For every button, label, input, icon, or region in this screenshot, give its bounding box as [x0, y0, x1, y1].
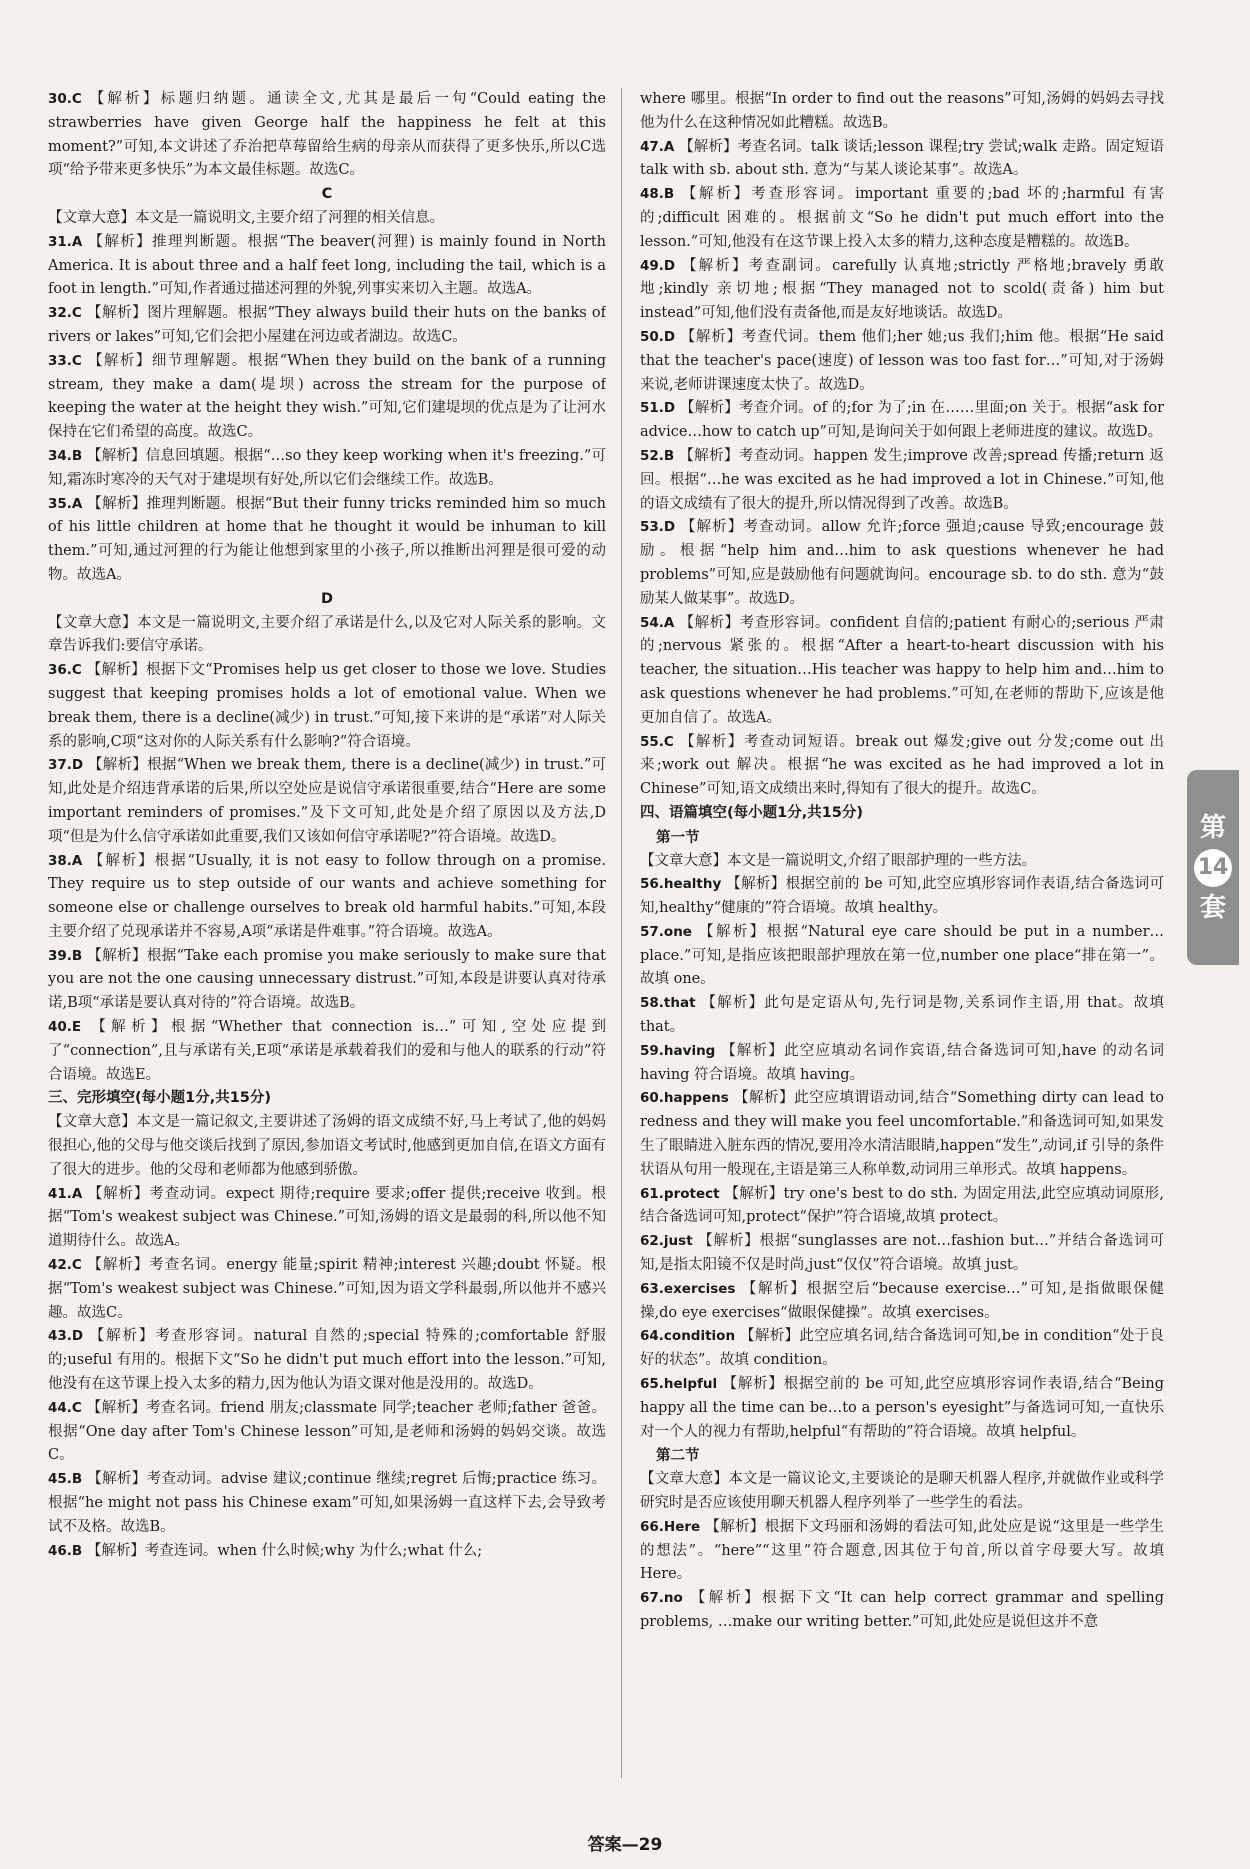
answer-number: 45.: [48, 1471, 72, 1488]
section-heading: 三、完形填空(每小题1分,共15分): [48, 1090, 272, 1107]
answer-number: 64.: [640, 1328, 664, 1345]
answer-key: D: [663, 328, 676, 345]
answer-key: C: [71, 91, 82, 107]
explanation-text: where 哪里。根据“In order to find out the reasons”可知,汤姆的妈妈去寻找他为什么在这种情况如此糟糕。故选B。: [640, 91, 1164, 131]
answer-item: [48, 850, 606, 945]
answer-number: 53.: [640, 519, 664, 536]
answer-number: 36.: [48, 662, 72, 679]
answer-number: 67.: [640, 1590, 664, 1607]
summary-paragraph: [640, 1468, 1164, 1516]
answer-key: B: [71, 1471, 83, 1488]
answer-key: C: [71, 352, 82, 369]
answer-number: 41.: [48, 1185, 72, 1202]
answer-number: 38.: [48, 852, 72, 869]
explanation-text: 【文章大意】本文是一篇说明文,主要介绍了河狸的相关信息。: [48, 209, 445, 226]
answer-item: [640, 516, 1164, 611]
answer-number: 43.: [48, 1328, 72, 1345]
answer-number: 59.: [640, 1042, 664, 1059]
answer-number: 62.: [640, 1233, 664, 1250]
answer-item: [640, 1325, 1164, 1373]
answer-item: [48, 1397, 606, 1468]
answer-number: 50.: [640, 328, 664, 345]
set-tab: [1187, 770, 1239, 965]
answer-number: 49.: [640, 257, 664, 274]
answer-item: [640, 612, 1164, 731]
answer-number: 66.: [640, 1518, 664, 1535]
answer-number: 48.: [640, 186, 664, 203]
answer-number: 33.: [48, 352, 72, 369]
answer-item: [640, 1040, 1164, 1088]
answer-item: [48, 302, 606, 350]
explanation-text: 【解析】考查动词。advise 建议;continue 继续;regret 后悔;practice 练习。根据“he might not pass his Chinese exam”可知,如果汤姆一直这样下去,会导致考试不及格。故选B。: [48, 1471, 606, 1535]
answer-number: 63.: [640, 1280, 664, 1297]
answer-number: 42.: [48, 1257, 72, 1274]
answer-key: D: [71, 757, 84, 774]
answer-item: [48, 231, 606, 302]
answer-key: D: [71, 1328, 84, 1345]
answer-number: 37.: [48, 757, 72, 774]
answer-item: [640, 1183, 1164, 1231]
answer-item: [640, 136, 1164, 184]
explanation-text: 【解析】根据“Take each promise you make seriously to make sure that you are not the one causing unnecessary distrust.”可知,本段是讲要认真对待承诺,B项“承诺是要认真对待的”符合语境。故选B。: [48, 947, 606, 1012]
answer-item: [48, 659, 606, 754]
answer-item: [48, 493, 606, 588]
answer-item: [640, 731, 1164, 802]
explanation-text: 【解析】根据“Whether that connection is…”可知,空处应提到了“connection”,且与承诺有关,E项“承诺是承载着我们的爱和与他人的联系的行动”符合语境。故选E。: [48, 1019, 606, 1083]
answer-key: B: [663, 447, 675, 464]
answer-item: [640, 326, 1164, 397]
answer-item: [640, 183, 1164, 254]
summary-paragraph: [48, 612, 606, 660]
answer-key: helpful: [663, 1376, 718, 1393]
explanation-text: 【解析】根据“When we break them, there is a decline(减少) in trust.”可知,此处是介绍违背承诺的后果,所以空处应是说信守承诺很重要,结合“Here are some important reminders of promises.”及下文可知,此处是介绍了原因以及方法,D项“但是为什么信守承诺如此重要,我们又该如何信守承诺呢?”符合语境。故选D。: [48, 757, 606, 845]
answer-key: B: [663, 186, 675, 203]
answer-item: [640, 397, 1164, 445]
answer-number: 56.: [640, 876, 664, 893]
answer-number: 34.: [48, 447, 72, 464]
explanation-text: 【解析】根据空前的 be 可知,此空应填形容词作表语,结合“Being happy all the time can be…to a person's eyesight”与备选词可知,一直快乐对一个人的视力有帮助,helpful“有帮助的”符合语境。故填 helpful。: [640, 1376, 1164, 1440]
answer-key: exercises: [663, 1280, 736, 1297]
answer-key: Here: [663, 1518, 701, 1535]
answer-key: A: [71, 1185, 83, 1202]
answer-key: B: [71, 447, 83, 464]
answer-item: [48, 1468, 606, 1539]
answer-key: no: [663, 1590, 683, 1607]
explanation-text: 【解析】根据下文“It can help correct grammar and spelling problems, …make our writing better.”可知,此处应是说但这并不意: [640, 1590, 1164, 1630]
answer-number: 54.: [640, 614, 664, 631]
explanation-text: 【解析】考查连词。when 什么时候;why 为什么;what 什么;: [86, 1542, 483, 1559]
tab-bottom: 套: [1199, 892, 1226, 923]
answer-key: A: [663, 138, 675, 155]
answer-key: D: [663, 400, 676, 417]
section-heading: 四、语篇填空(每小题1分,共15分): [640, 804, 864, 821]
answer-key: D: [663, 257, 676, 274]
answer-key: A: [71, 495, 83, 512]
answer-item: [640, 445, 1164, 516]
answer-number: 39.: [48, 947, 72, 964]
explanation-text: 【解析】考查形容词。important 重要的;bad 坏的;harmful 有害的;difficult 困难的。根据前文“So he didn't put much effort into the lesson.”可知,他没有在这节课上投入太多的精力,这种态度是糟糕的。故选B。: [640, 186, 1164, 250]
answer-key: having: [663, 1042, 716, 1059]
explanation-text: 【解析】根据空后“because exercise…”可知,是指做眼保健操,do eye exercises“做眼保健操”。故填 exercises。: [640, 1280, 1164, 1321]
explanation-text: 【解析】考查代词。them 他们;her 她;us 我们;him 他。根据“He said that the teacher's pace(速度) of lesson was too fast for…”可知,对于汤姆来说,老师讲课速度太快了。故选D。: [640, 328, 1164, 393]
explanation-text: 【解析】考查介词。of 的;for 为了;in 在……里面;on 关于。根据“ask for advice…how to catch up”可知,是询问关于如何跟上老师进度的建议。故选D。: [640, 400, 1164, 441]
answer-item: [48, 88, 606, 183]
answer-key: just: [663, 1233, 693, 1250]
explanation-text: 【解析】此空应填谓语动词,结合“Something dirty can lead to redness and they will make you feel uncomfortable.”和备选词可知,如果发生了眼睛进入脏东西的情况,要用冷水清洁眼睛,happen“发生”,动词,if 引导的条件状语从句用一般现在,主语是第三人称单数,动词用三单形式。故填 happens。: [640, 1090, 1164, 1178]
answer-number: 60.: [640, 1090, 664, 1107]
explanation-text: 【解析】try one's best to do sth. 为固定用法,此空应填动词原形,结合备选词可知,protect“保护”符合语境,故填 protect。: [640, 1185, 1164, 1226]
tab-top: 第: [1199, 812, 1226, 843]
explanation-text: 【解析】考查动词短语。break out 爆发;give out 分发;come out 出来;work out 解决。根据“he was excited as he had improved a lot in Chinese”可知,语文成绩出来时,得知有了很大的提升。故选C。: [640, 733, 1164, 798]
answer-item: [48, 445, 606, 493]
answer-item: [48, 1254, 606, 1325]
summary-paragraph: [48, 207, 606, 231]
explanation-text: 【解析】考查动词。allow 允许;force 强迫;cause 导致;encourage 鼓励。根据“help him and…him to ask questions whenever he had problems”可知,应是鼓励他有问题就询问。encourage sb. to do sth. 意为“鼓励某人做某事”。故选D。: [640, 519, 1164, 607]
answer-key: healthy: [663, 876, 722, 893]
answer-item: [640, 873, 1164, 921]
answer-key: B: [71, 1542, 83, 1559]
subsection-heading: 第二节: [656, 1447, 700, 1465]
answer-item: [48, 1325, 606, 1396]
summary-paragraph: [640, 88, 1164, 136]
explanation-text: 【解析】此空应填动名词作宾语,结合备选词可知,have 的动名词 having 符合语境。故填 having。: [640, 1042, 1164, 1083]
answer-number: 35.: [48, 495, 72, 512]
answer-number: 31.: [48, 233, 72, 250]
answer-item: [48, 1016, 606, 1087]
answer-item: [48, 1540, 606, 1564]
explanation-text: 【解析】根据下文“Promises help us get closer to those we love. Studies suggest that keeping promises holds a lot of emotional value. When we break them, there is a decline(减少) in trust.”可知,接下来讲的是“承诺”对人际关系的影响,C项“这对你的人际关系有什么影响?”符合语境。: [48, 662, 606, 750]
answer-key: condition: [663, 1328, 736, 1345]
explanation-text: 【解析】考查副词。carefully 认真地;strictly 严格地;bravely 勇敢地;kindly 亲切地;根据“They managed not to scold(责备) him but instead”可知,他们没有责备他,而是友好地谈话。故选D。: [640, 257, 1164, 322]
answer-key: B: [71, 947, 83, 964]
answer-key: A: [663, 614, 675, 631]
answer-number: 32.: [48, 305, 72, 322]
subsection-heading: 第一节: [656, 828, 700, 846]
explanation-text: 【文章大意】本文是一篇说明文,主要介绍了承诺是什么,以及它对人际关系的影响。文章告诉我们:要信守承诺。: [48, 614, 606, 655]
answer-number: 47.: [640, 138, 664, 155]
answer-item: [640, 1516, 1164, 1587]
summary-paragraph: [48, 1111, 606, 1182]
answer-key: protect: [663, 1185, 720, 1202]
answer-number: 46.: [48, 1542, 72, 1559]
answer-key: A: [71, 852, 83, 869]
explanation-text: 【文章大意】本文是一篇议论文,主要谈论的是聊天机器人程序,并就做作业或科学研究时是否应该使用聊天机器人程序列举了一些学生的看法。: [640, 1471, 1164, 1512]
answer-number: 51.: [640, 400, 664, 417]
column-divider: [621, 88, 622, 1778]
explanation-text: 【解析】考查形容词。confident 自信的;patient 有耐心的;serious 严肃的;nervous 紧张的。根据“After a heart-to-heart discussion with his teacher, the situation…His teacher was happy to help him and…him to ask questions whenever he had problems.”可知,在老师的帮助下,应该是他更加自信了。故选A。: [640, 614, 1164, 726]
explanation-text: 【解析】标题归纳题。通读全文,尤其是最后一句“Could eating the strawberries have given George half the happiness he felt at this moment?”可知,本文讲述了乔治把草莓留给生病的母亲从而获得了更多快乐,所以C选项“给予带来更多快乐”为本文最佳标题。故选C。: [48, 91, 606, 179]
answer-number: 52.: [640, 447, 664, 464]
explanation-text: 【文章大意】本文是一篇记叙文,主要讲述了汤姆的语文成绩不好,马上考试了,他的妈妈很担心,他的父母与他交谈后找到了原因,参加语文考试时,他感到更加自信,在语文方面有了很大的进步。他的父母和老师都为他感到骄傲。: [48, 1114, 606, 1178]
answer-key: one: [663, 923, 692, 940]
right-column: [640, 88, 1164, 1778]
tab-number: 14: [1194, 849, 1232, 887]
explanation-text: 【解析】考查形容词。natural 自然的;special 特殊的;comfortable 舒服的;useful 有用的。根据下文“So he didn't put much effort into the lesson.”可知,他没有在这节课上投入太多的精力,因为他认为语文课对他是没用的。故选D。: [48, 1328, 606, 1393]
explanation-text: 【解析】推理判断题。根据“But their funny tricks reminded him so much of his little children at home that he thought it would be inhuman to kill them.”可知,通过河狸的行为能让他想到家里的小孩子,所以推断出河狸是很可爱的动物。故选A。: [48, 495, 606, 583]
answer-number: 65.: [640, 1376, 664, 1393]
answer-item: [640, 1230, 1164, 1278]
explanation-text: 【解析】推理判断题。根据“The beaver(河狸) is mainly found in North America. It is about three and a half feet long, including the tail, which is a foot in length.”可知,作者通过描述河狸的外貌,列事实来切入主题。故选A。: [48, 233, 606, 298]
explanation-text: 【解析】考查名词。friend 朋友;classmate 同学;teacher 老师;father 爸爸。根据“One day after Tom's Chinese lesson”可知,是老师和汤姆的妈妈交谈。故选C。: [48, 1399, 606, 1464]
answer-key: A: [71, 233, 83, 250]
explanation-text: 【解析】细节理解题。根据“When they build on the bank of a running stream, they make a dam(堤坝) across the stream for the purpose of keeping the water at the height they wish.”可知,它们建堤坝的优点是为了让河水保持在它们希望的高度。故选C。: [48, 352, 606, 441]
answer-key: C: [71, 305, 82, 322]
answer-number: 58.: [640, 995, 664, 1012]
answer-item: [48, 754, 606, 849]
answer-key: that: [663, 995, 696, 1012]
answer-key: C: [663, 733, 674, 750]
explanation-text: 【解析】考查名词。energy 能量;spirit 精神;interest 兴趣;doubt 怀疑。根据“Tom's weakest subject was Chinese.”可知,因为语文学科最弱,所以他并不感兴趣。故选C。: [48, 1257, 606, 1321]
answer-item: [640, 255, 1164, 326]
explanation-text: 【文章大意】本文是一篇说明文,介绍了眼部护理的一些方法。: [640, 852, 1037, 869]
answer-item: [640, 1587, 1164, 1635]
answer-item: [48, 945, 606, 1016]
explanation-text: 【解析】根据下文玛丽和汤姆的看法可知,此处应是说“这里是一些学生的想法”。“here”“这里”符合题意,因其位于句首,所以首字母要大写。故填 Here。: [640, 1518, 1164, 1583]
explanation-text: 【解析】考查名词。talk 谈话;lesson 课程;try 尝试;walk 走路。固定短语 talk with sb. about sth. 意为“与某人谈论某事”。故选A。: [640, 138, 1164, 179]
answer-item: [48, 1183, 606, 1254]
explanation-text: 【解析】考查动词。happen 发生;improve 改善;spread 传播;return 返回。根据“…he was excited as he had improved a lot in Chinese.”可知,他的语文成绩有了很大的提升,所以情况得到了改善。故选B。: [640, 447, 1164, 512]
explanation-text: 【解析】根据“Natural eye care should be put in a number…place.”可知,是指应该把眼部护理放在第一位,number one place“排在第一”。故填 one。: [640, 923, 1164, 988]
answer-item: [640, 1278, 1164, 1326]
left-column: [48, 88, 606, 1778]
answer-key: C: [71, 662, 82, 679]
answer-item: [640, 921, 1164, 992]
explanation-text: 【解析】图片理解题。根据“They always build their huts on the banks of rivers or lakes”可知,它们会把小屋建在河边或者湖边。故选C。: [48, 305, 606, 345]
passage-heading: C: [321, 186, 333, 203]
answer-item: [48, 350, 606, 445]
answer-number: 55.: [640, 733, 664, 750]
page-footer: 答案—29: [587, 1835, 663, 1855]
summary-paragraph: [640, 850, 1164, 874]
explanation-text: 【解析】考查动词。expect 期待;require 要求;offer 提供;receive 收到。根据“Tom's weakest subject was Chinese.”可知,汤姆的语文是最弱的科,所以他不知道期待什么。故选A。: [48, 1185, 606, 1250]
answer-key: D: [663, 519, 676, 536]
answer-number: 61.: [640, 1185, 664, 1202]
explanation-text: 【解析】此空应填名词,结合备选词可知,be in condition“处于良好的状态”。故填 condition。: [640, 1328, 1164, 1369]
answer-item: [640, 1087, 1164, 1182]
answer-item: [640, 1373, 1164, 1444]
explanation-text: 【解析】信息回填题。根据“…so they keep working when it's freezing.”可知,霜冻时寒冷的天气对于建堤坝有好处,所以它们会继续工作。故选B。: [48, 447, 606, 488]
answer-number: 44.: [48, 1399, 72, 1416]
answer-key: E: [71, 1019, 82, 1036]
explanation-text: 【解析】根据“Usually, it is not easy to follow through on a promise. They require us to step outside of our wants and achieve something for someone else or challenge ourselves to break old harmful habits.”可知,本段主要介绍了兑现承诺并不容易,A项“承诺是件难事。”符合语境。故选A。: [48, 852, 606, 940]
answer-key: happens: [663, 1090, 729, 1107]
answer-item: [640, 992, 1164, 1040]
answer-key: C: [71, 1257, 82, 1274]
answer-key: C: [71, 1399, 82, 1416]
explanation-text: 【解析】根据空前的 be 可知,此空应填形容词作表语,结合备选词可知,healthy“健康的”符合语境。故填 healthy。: [640, 876, 1164, 917]
explanation-text: 【解析】此句是定语从句,先行词是物,关系词作主语,用 that。故填 that。: [640, 995, 1164, 1036]
answer-number: 30.: [48, 91, 72, 107]
answer-number: 40.: [48, 1019, 72, 1036]
answer-number: 57.: [640, 923, 664, 940]
passage-heading: D: [320, 590, 334, 607]
explanation-text: 【解析】根据“sunglasses are not…fashion but…”并结合备选词可知,是指太阳镜不仅是时尚,just“仅仅”符合语境。故填 just。: [640, 1233, 1164, 1274]
